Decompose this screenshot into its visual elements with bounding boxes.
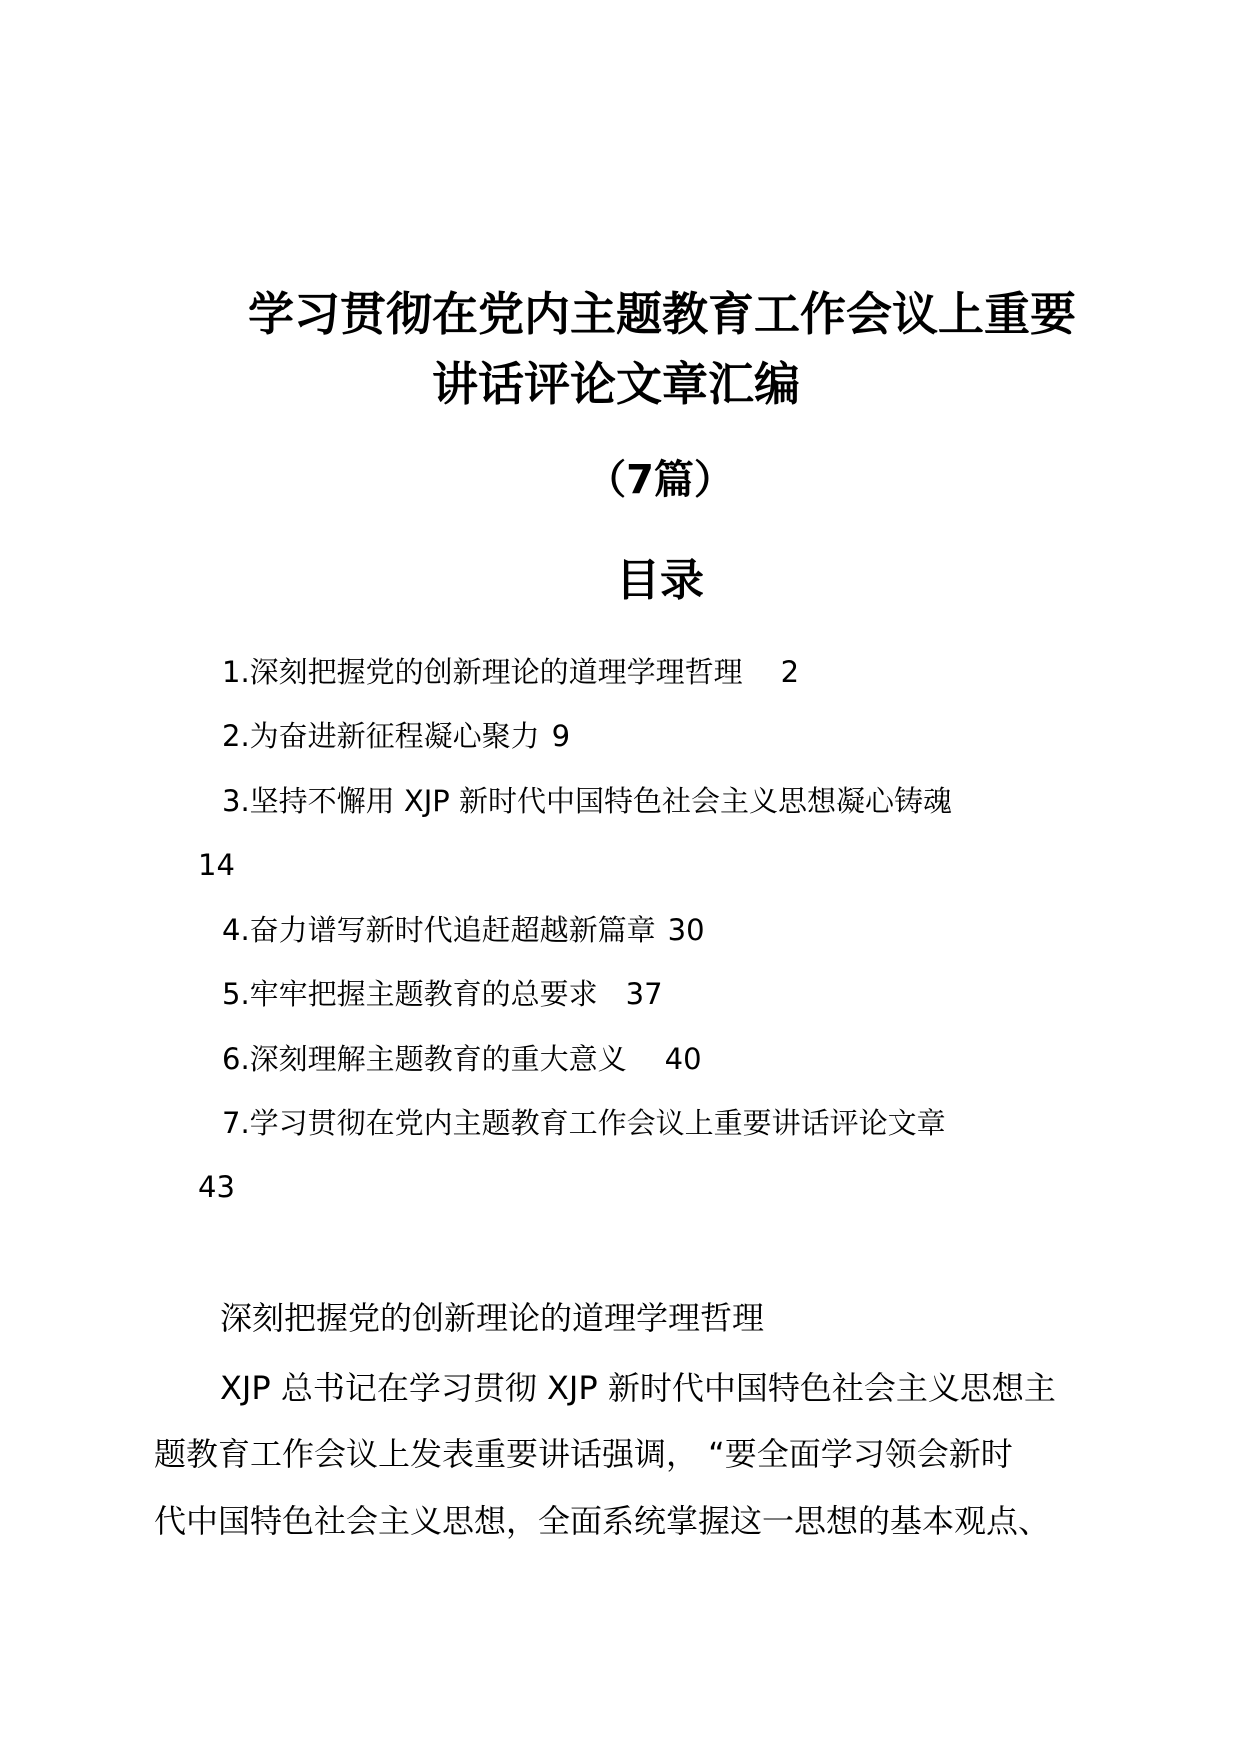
- toc-item-label: 1.深刻把握党的创新理论的道理学理哲理: [222, 655, 743, 689]
- section-title: 深刻把握党的创新理论的道理学理哲理: [220, 1299, 765, 1337]
- document-title-line-1: 学习贯彻在党内主题教育工作会议上重要: [248, 287, 1076, 341]
- toc-item-page: 14: [198, 848, 235, 882]
- toc-item-3[interactable]: [222, 781, 952, 821]
- toc-item-label: 7.学习贯彻在党内主题教育工作会议上重要讲话评论文章: [222, 1106, 946, 1140]
- toc-item-5[interactable]: [222, 974, 663, 1014]
- paragraph-line: 代中国特色社会主义思想，全面系统掌握这一思想的基本观点、: [154, 1502, 1051, 1540]
- toc-item-page: 2: [780, 655, 800, 689]
- toc-item-page: 40: [664, 1042, 702, 1076]
- toc-heading: 目录: [616, 555, 704, 606]
- toc-item-label: 6.深刻理解主题教育的重大意义: [222, 1042, 627, 1076]
- toc-item-page: 30: [667, 913, 705, 947]
- toc-item-page: 9: [551, 719, 571, 753]
- toc-item-4[interactable]: [222, 910, 705, 950]
- paragraph-line: 题教育工作会议上发表重要讲话强调， “要全面学习领会新时: [154, 1435, 1013, 1473]
- document-title-line-2: 讲话评论文章汇编: [432, 357, 800, 411]
- toc-item-6[interactable]: [222, 1039, 702, 1079]
- toc-item-label: 5.牢牢把握主题教育的总要求: [222, 977, 598, 1011]
- toc-item-page: 37: [625, 977, 663, 1011]
- paragraph-line: XJP 总书记在学习贯彻 XJP 新时代中国特色社会主义思想主: [220, 1369, 1056, 1407]
- toc-item-7[interactable]: [222, 1103, 946, 1143]
- document-subtitle: （7篇）: [586, 457, 734, 503]
- toc-item-label: 4.奋力谱写新时代追赶超越新篇章: [222, 913, 656, 947]
- toc-item-1[interactable]: [222, 652, 799, 692]
- toc-item-page: 43: [198, 1170, 235, 1204]
- toc-item-label: 2.为奋进新征程凝心聚力: [222, 719, 540, 753]
- toc-item-2[interactable]: [222, 716, 570, 756]
- toc-item-label: 3.坚持不懈用 XJP 新时代中国特色社会主义思想凝心铸魂: [222, 784, 953, 818]
